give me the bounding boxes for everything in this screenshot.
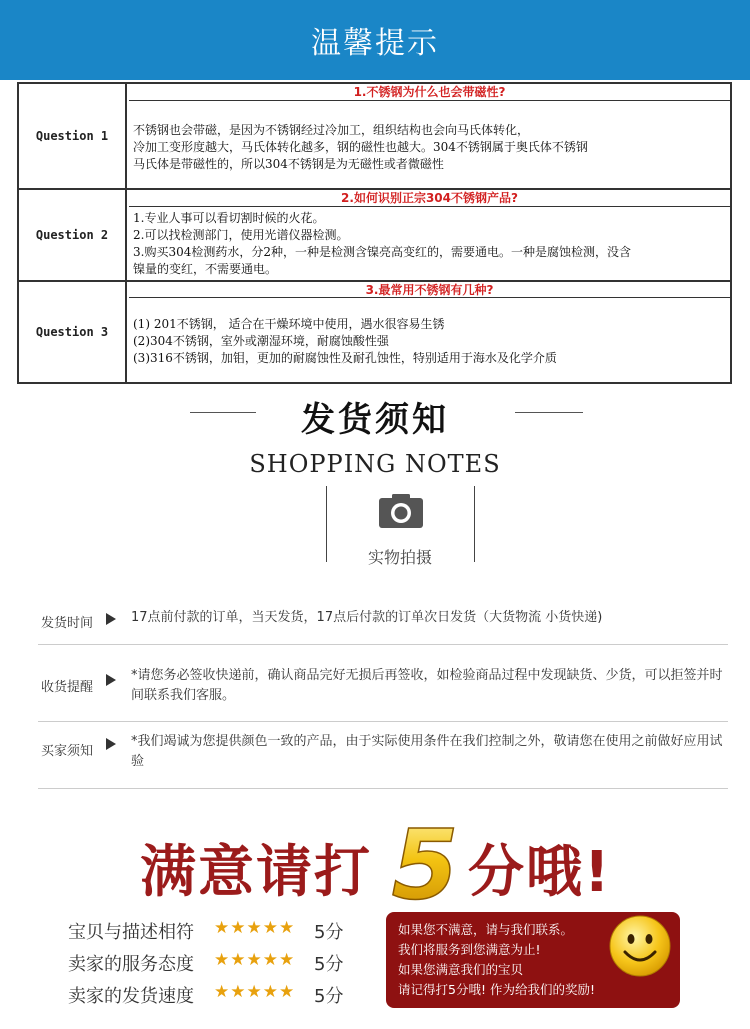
rating-score: 5分 bbox=[314, 954, 344, 975]
note-label: 买家须知 bbox=[41, 744, 94, 759]
arrow-right-icon bbox=[106, 738, 116, 750]
answer-line: 不锈钢也会带磁，是因为不锈钢经过冷加工，组织结构也会向马氏体转化， bbox=[133, 123, 530, 137]
header-banner bbox=[0, 0, 750, 80]
question-label: Question 1 bbox=[19, 84, 127, 188]
rating-score: 5分 bbox=[314, 986, 344, 1007]
note-row-shipping-time bbox=[38, 608, 728, 634]
big-five-graphic bbox=[390, 818, 460, 908]
notes-subheading: SHOPPING NOTES bbox=[249, 450, 501, 478]
photo-label: 实物拍摄 bbox=[367, 548, 432, 567]
heading-line-right bbox=[515, 412, 583, 413]
answer-line: (1) 201不锈钢， 适合在干燥环境中使用，遇水很容易生锈 bbox=[133, 317, 445, 331]
note-label: 发货时间 bbox=[41, 616, 94, 631]
rating-label: 卖家的发货速度 bbox=[68, 986, 194, 1007]
note-text: 17点前付款的订单，当天发货，17点后付款的订单次日发货（大货物流 小货快递) bbox=[131, 610, 603, 625]
star-rating: ★★★★★ bbox=[214, 950, 296, 970]
star-rating: ★★★★★ bbox=[214, 982, 296, 1002]
five-digit: 5 bbox=[391, 818, 459, 908]
banner-text-left: 满意请打 bbox=[140, 840, 372, 905]
faq-row-3 bbox=[19, 282, 730, 382]
rating-label: 宝贝与描述相符 bbox=[68, 922, 194, 943]
camera-icon bbox=[378, 493, 424, 529]
faq-row-1 bbox=[19, 84, 730, 188]
page-title: 温馨提示 bbox=[311, 26, 439, 61]
promise-line: 我们将服务到您满意为止! bbox=[398, 942, 541, 957]
promise-line: 如果您不满意，请与我们联系。 bbox=[398, 922, 574, 937]
answer-line: 2.可以找检测部门，使用光谱仪器检测。 bbox=[133, 228, 349, 242]
question-title: 3.最常用不锈钢有几种? bbox=[365, 283, 494, 297]
note-text: *请您务必签收快递前，确认商品完好无损后再签收，如检验商品过程中发现缺货、少货，可以拒签并时间联系我们客服。 bbox=[131, 668, 723, 703]
smiley-icon bbox=[608, 914, 672, 978]
note-row-receipt-reminder bbox=[38, 666, 728, 710]
note-label: 收货提醒 bbox=[41, 680, 94, 695]
star-rating: ★★★★★ bbox=[214, 918, 296, 938]
answer-line: 镍量的变红，不需要通电。 bbox=[133, 262, 278, 276]
rating-row bbox=[68, 980, 368, 1008]
faq-row-2 bbox=[19, 190, 730, 280]
arrow-right-icon bbox=[106, 613, 116, 625]
rating-row bbox=[68, 948, 368, 976]
question-title: 2.如何识别正宗304不锈钢产品? bbox=[129, 190, 730, 207]
question-title: 1.不锈钢为什么也会带磁性? bbox=[129, 84, 730, 101]
answer-line: 冷加工变形度越大，马氏体转化越多，钢的磁性也越大。304不锈钢属于奥氏体不锈钢 bbox=[133, 140, 588, 154]
question-answer bbox=[133, 122, 724, 173]
answer-line: 马氏体是带磁性的，所以304不锈钢是为无磁性或者微磁性 bbox=[133, 157, 444, 171]
answer-line: 3.购买304检测药水，分2种，一种是检测含镍亮高变红的，需要通电。一种是腐蚀检测，没含 bbox=[133, 245, 631, 259]
answer-line: 1.专业人事可以看切割时候的火花。 bbox=[133, 211, 325, 225]
promise-line: 请记得打5分哦! 作为给我们的奖励! bbox=[398, 982, 595, 997]
question-answer bbox=[133, 316, 724, 367]
rating-score: 5分 bbox=[314, 922, 344, 943]
answer-line: (3)316不锈钢，加钼，更加的耐腐蚀性及耐孔蚀性，特别适用于海水及化学介质 bbox=[133, 351, 557, 365]
notes-heading: 发货须知 bbox=[301, 400, 449, 440]
note-divider bbox=[38, 788, 728, 789]
faq-table bbox=[17, 82, 732, 384]
rating-row bbox=[68, 916, 368, 944]
arrow-right-icon bbox=[106, 674, 116, 686]
note-row-buyer-notice bbox=[38, 732, 728, 776]
question-answer bbox=[133, 210, 724, 278]
question-label: Question 3 bbox=[19, 282, 127, 382]
rating-banner bbox=[0, 818, 750, 908]
question-label: Question 2 bbox=[19, 190, 127, 280]
note-divider bbox=[38, 721, 728, 722]
note-divider bbox=[38, 644, 728, 645]
answer-line: (2)304不锈钢，室外或潮湿环境，耐腐蚀酸性强 bbox=[133, 334, 389, 348]
banner-text-right: 分哦! bbox=[468, 840, 612, 905]
title-divider bbox=[129, 297, 730, 298]
rating-label: 卖家的服务态度 bbox=[68, 954, 194, 975]
note-text: *我们竭诚为您提供颜色一致的产品，由于实际使用条件在我们控制之外，敬请您在使用之前做好应用试验 bbox=[131, 734, 723, 769]
promise-line: 如果您满意我们的宝贝 bbox=[398, 962, 524, 977]
